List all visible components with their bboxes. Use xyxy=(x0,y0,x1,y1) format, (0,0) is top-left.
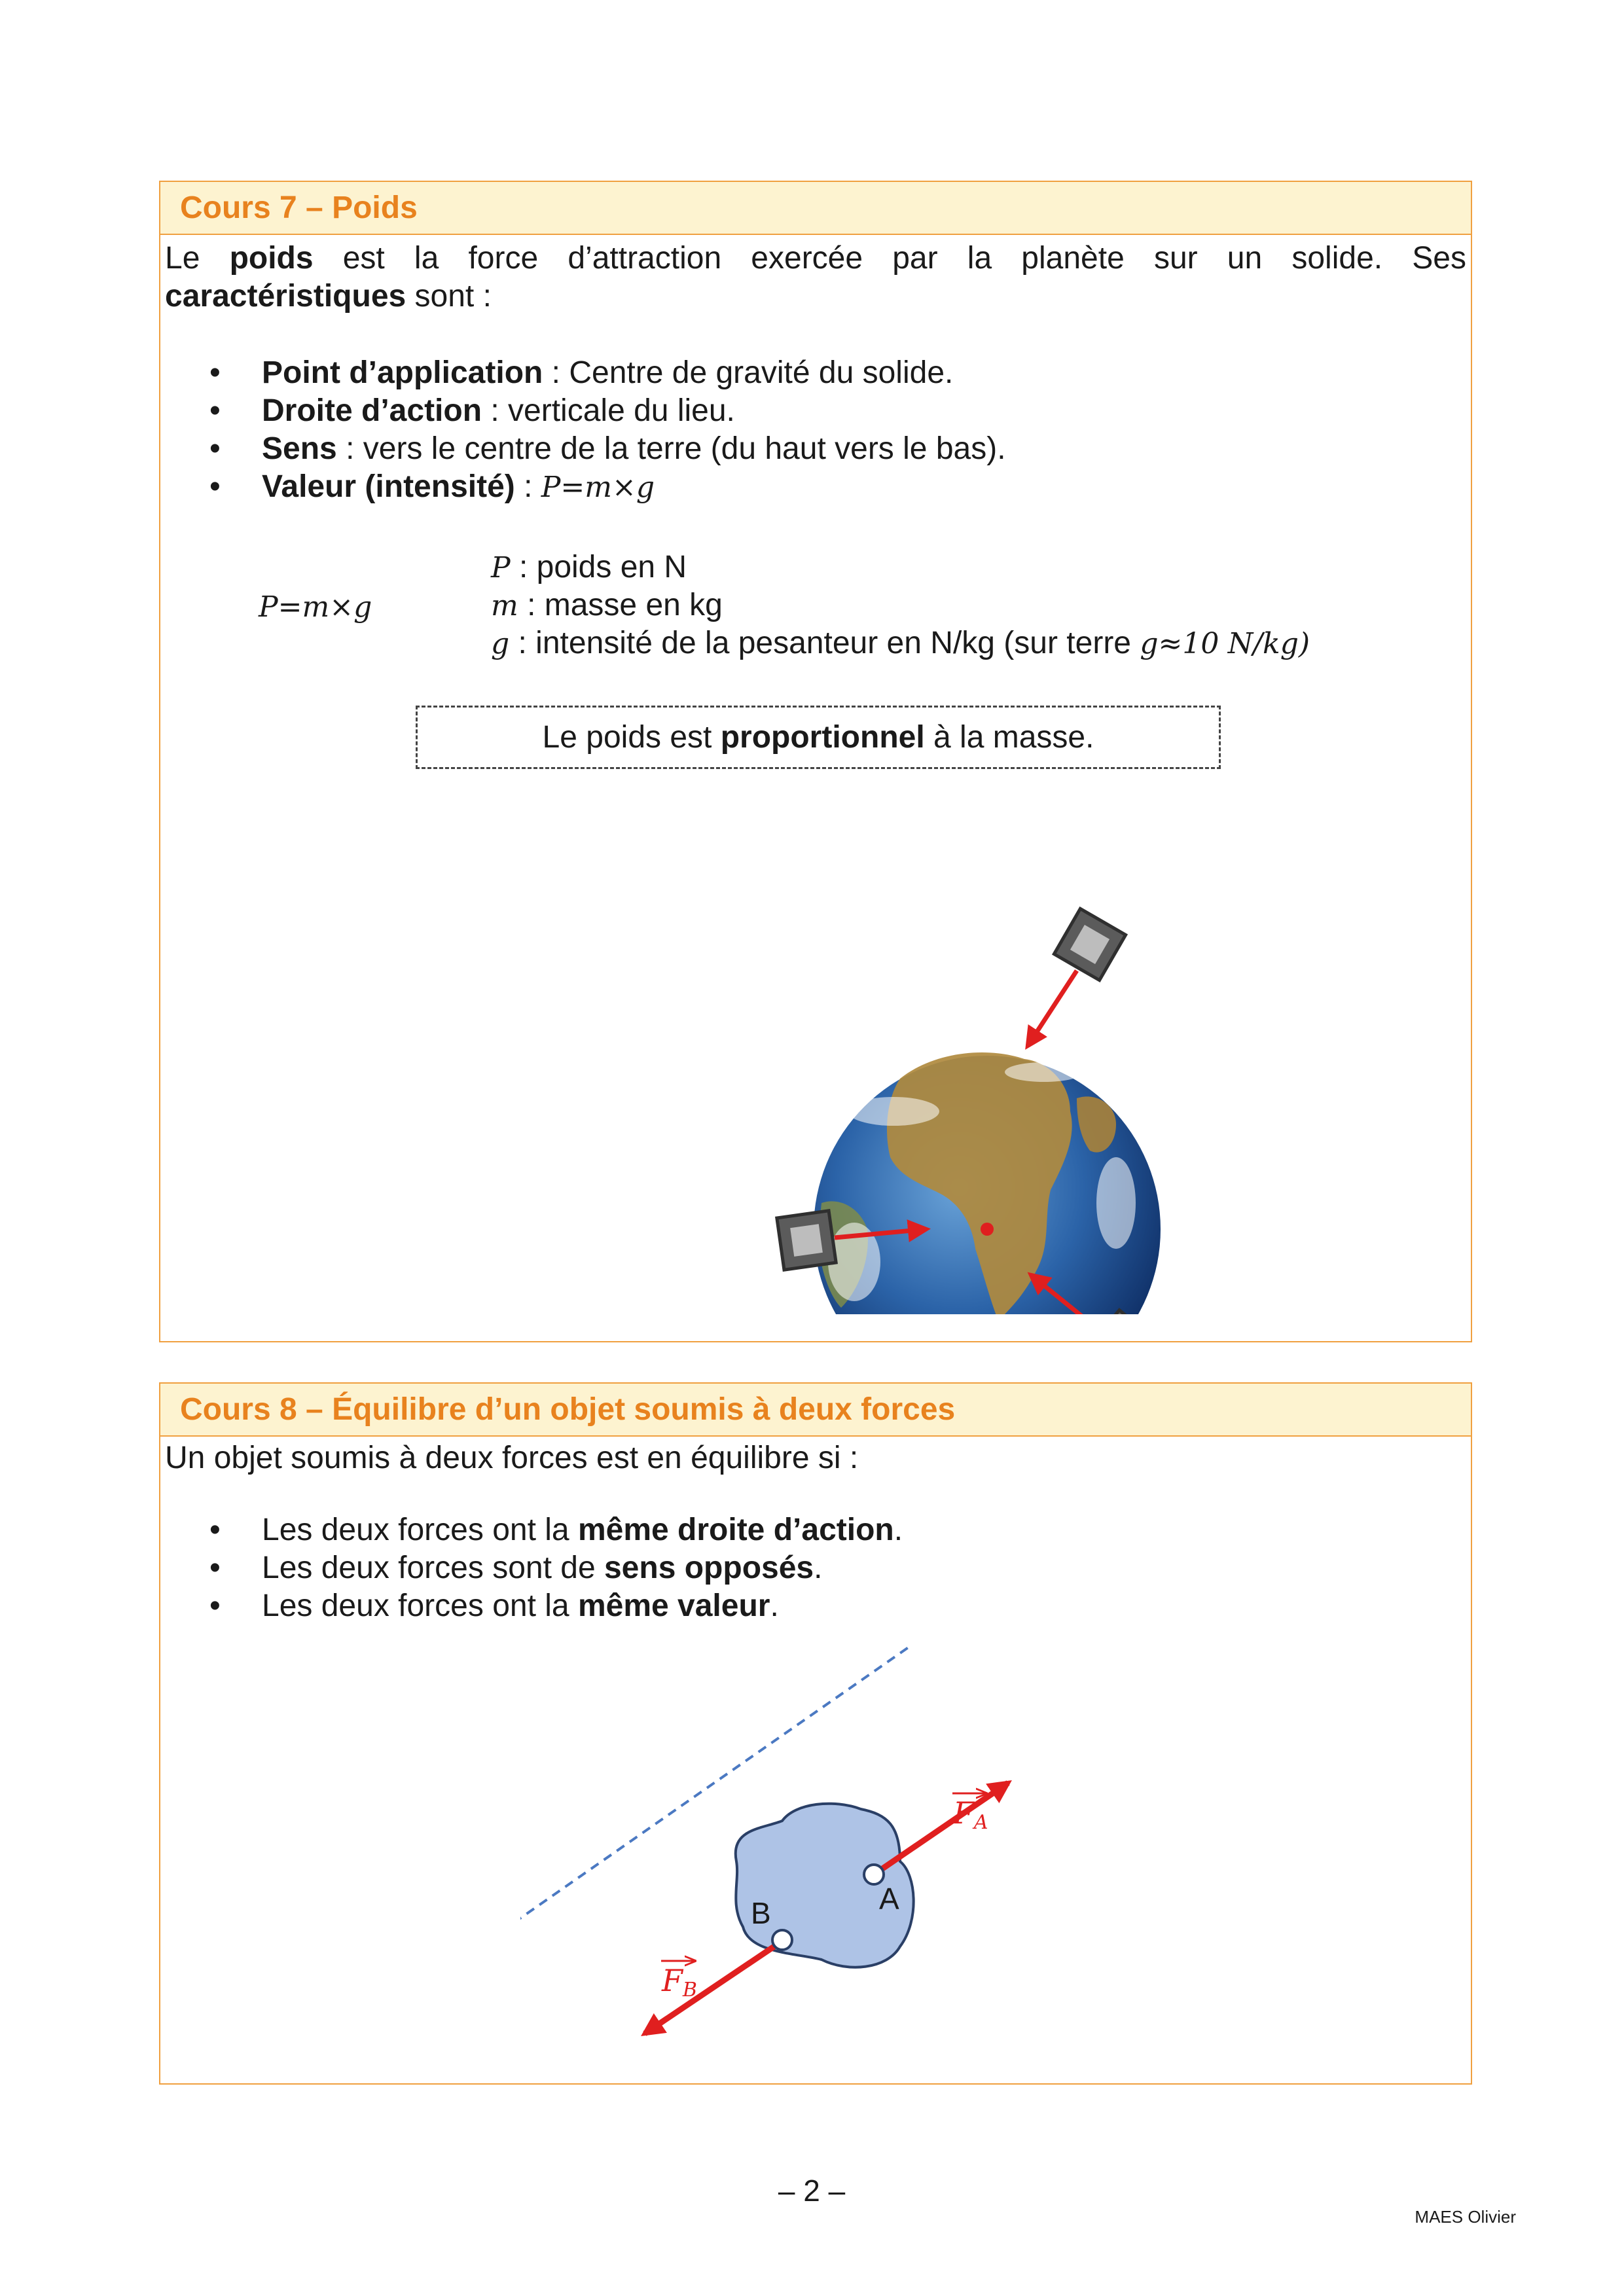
equilibrium-diagram xyxy=(520,1645,1110,2071)
cours7-bullet-2: Droite d’action : verticale du lieu. xyxy=(262,393,735,428)
cours8-box xyxy=(159,1382,1472,2085)
definition-m: m : masse en kg xyxy=(491,588,723,622)
definition-p: P : poids en N xyxy=(491,550,687,584)
point-b xyxy=(772,1930,792,1950)
block-top xyxy=(1054,908,1125,980)
cours7-bullet-3: Sens : vers le centre de la terre (du haut vers le bas). xyxy=(262,431,1006,466)
earth-weight-illustration xyxy=(619,836,1208,1314)
cours7-title: Cours 7 – Poids xyxy=(160,182,1471,235)
cours7-intro-line2: caractéristiques sont : xyxy=(165,279,492,314)
cours8-intro: Un objet soumis à deux forces est en équilibre si : xyxy=(165,1441,859,1475)
bullet-marker: • xyxy=(209,393,221,428)
weight-formula: P=m×g xyxy=(259,590,372,624)
point-a-label: A xyxy=(879,1882,899,1916)
cours8-title: Cours 8 – Équilibre d’un objet soumis à deux forces xyxy=(160,1384,1471,1437)
bullet-marker: • xyxy=(209,431,221,466)
force-a-label: FA xyxy=(953,1795,988,1834)
page-number: – 2 – xyxy=(778,2174,846,2208)
cours8-bullet-3: Les deux forces ont la même valeur. xyxy=(262,1588,779,1623)
proportional-note: Le poids est proportionnel à la masse. xyxy=(416,706,1221,769)
cours7-bullet-1: Point d’application : Centre de gravité du solide. xyxy=(262,355,954,390)
force-b-label: FB xyxy=(662,1963,697,2001)
cours8-bullet-2: Les deux forces sont de sens opposés. xyxy=(262,1551,823,1585)
bullet-marker: • xyxy=(209,1513,221,1547)
cours8-bullet-1: Les deux forces ont la même droite d’action. xyxy=(262,1513,903,1547)
bullet-marker: • xyxy=(209,1588,221,1623)
cours7-box xyxy=(159,181,1472,1342)
bullet-marker: • xyxy=(209,469,221,504)
bullet-marker: • xyxy=(209,1551,221,1585)
block-left xyxy=(777,1211,836,1270)
cours7-bullet-4: Valeur (intensité) : P=m×g xyxy=(262,469,655,504)
earth-center-dot xyxy=(981,1223,994,1236)
cours7-intro-line1: Le poids est la force d’attraction exercée par la planète sur un solide. Ses xyxy=(165,241,1466,276)
author: MAES Olivier xyxy=(1415,2207,1516,2227)
point-b-label: B xyxy=(751,1896,771,1930)
definition-g: g : intensité de la pesanteur en N/kg (sur terre g≈10 N/kg) xyxy=(491,626,1310,660)
bullet-marker: • xyxy=(209,355,221,390)
weight-arrow-top xyxy=(1028,971,1077,1046)
